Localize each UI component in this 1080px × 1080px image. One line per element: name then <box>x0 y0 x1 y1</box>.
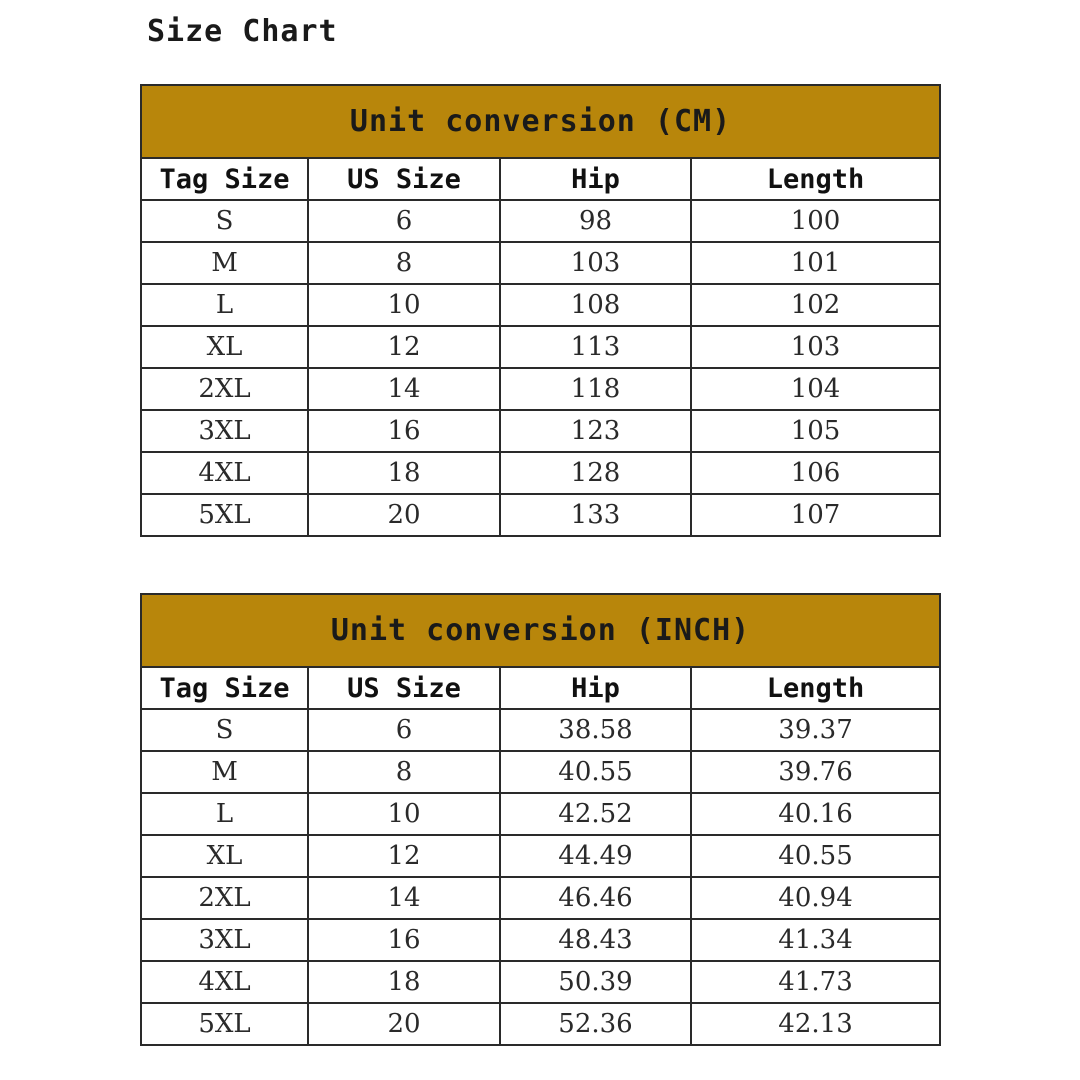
tag-size-cell: 5XL <box>141 494 308 536</box>
hip-cell: 50.39 <box>500 961 691 1003</box>
us-size-cell: 12 <box>308 835 500 877</box>
hip-cell: 46.46 <box>500 877 691 919</box>
table-row <box>141 494 940 536</box>
us-size-cell: 14 <box>308 368 500 410</box>
table-row <box>141 326 940 368</box>
hip-cell: 98 <box>500 200 691 242</box>
us-size-cell: 20 <box>308 1003 500 1045</box>
table-row <box>141 200 940 242</box>
tag-size-cell: 2XL <box>141 877 308 919</box>
length-cell: 40.55 <box>691 835 940 877</box>
hip-cell: 40.55 <box>500 751 691 793</box>
table-row <box>141 919 940 961</box>
tag-size-cell: L <box>141 284 308 326</box>
column-header-hip: Hip <box>500 158 691 200</box>
tag-size-cell: M <box>141 242 308 284</box>
length-cell: 106 <box>691 452 940 494</box>
table-row <box>141 242 940 284</box>
column-header-us-size: US Size <box>308 158 500 200</box>
hip-cell: 108 <box>500 284 691 326</box>
table-row <box>141 284 940 326</box>
length-cell: 39.76 <box>691 751 940 793</box>
tag-size-cell: 2XL <box>141 368 308 410</box>
table-row <box>141 961 940 1003</box>
length-cell: 40.94 <box>691 877 940 919</box>
us-size-cell: 16 <box>308 919 500 961</box>
column-header-tag-size: Tag Size <box>141 667 308 709</box>
inch-table-caption: Unit conversion (INCH) <box>141 594 940 667</box>
tag-size-cell: L <box>141 793 308 835</box>
cm-table-caption: Unit conversion (CM) <box>141 85 940 158</box>
column-header-length: Length <box>691 667 940 709</box>
hip-cell: 48.43 <box>500 919 691 961</box>
us-size-cell: 14 <box>308 877 500 919</box>
us-size-cell: 18 <box>308 961 500 1003</box>
tag-size-cell: 5XL <box>141 1003 308 1045</box>
column-header-us-size: US Size <box>308 667 500 709</box>
us-size-cell: 8 <box>308 242 500 284</box>
tag-size-cell: M <box>141 751 308 793</box>
us-size-cell: 20 <box>308 494 500 536</box>
tag-size-cell: XL <box>141 835 308 877</box>
table-row <box>141 410 940 452</box>
hip-cell: 42.52 <box>500 793 691 835</box>
us-size-cell: 10 <box>308 793 500 835</box>
column-header-tag-size: Tag Size <box>141 158 308 200</box>
table-row <box>141 793 940 835</box>
length-cell: 103 <box>691 326 940 368</box>
hip-cell: 113 <box>500 326 691 368</box>
us-size-cell: 6 <box>308 200 500 242</box>
hip-cell: 118 <box>500 368 691 410</box>
tag-size-cell: 3XL <box>141 410 308 452</box>
tag-size-cell: XL <box>141 326 308 368</box>
hip-cell: 123 <box>500 410 691 452</box>
table-row <box>141 751 940 793</box>
column-header-hip: Hip <box>500 667 691 709</box>
hip-cell: 133 <box>500 494 691 536</box>
length-cell: 104 <box>691 368 940 410</box>
table-row <box>141 877 940 919</box>
length-cell: 40.16 <box>691 793 940 835</box>
length-cell: 42.13 <box>691 1003 940 1045</box>
tag-size-cell: S <box>141 709 308 751</box>
length-cell: 102 <box>691 284 940 326</box>
us-size-cell: 18 <box>308 452 500 494</box>
length-cell: 100 <box>691 200 940 242</box>
table-row <box>141 1003 940 1045</box>
tag-size-cell: 3XL <box>141 919 308 961</box>
us-size-cell: 16 <box>308 410 500 452</box>
cm-table-body <box>141 200 940 536</box>
page-title: Size Chart <box>147 14 338 49</box>
table-row <box>141 368 940 410</box>
us-size-cell: 12 <box>308 326 500 368</box>
us-size-cell: 10 <box>308 284 500 326</box>
tag-size-cell: S <box>141 200 308 242</box>
length-cell: 39.37 <box>691 709 940 751</box>
table-row <box>141 835 940 877</box>
inch-table-body <box>141 709 940 1045</box>
hip-cell: 44.49 <box>500 835 691 877</box>
hip-cell: 52.36 <box>500 1003 691 1045</box>
tag-size-cell: 4XL <box>141 452 308 494</box>
table-row <box>141 452 940 494</box>
length-cell: 101 <box>691 242 940 284</box>
hip-cell: 103 <box>500 242 691 284</box>
tag-size-cell: 4XL <box>141 961 308 1003</box>
table-row <box>141 709 940 751</box>
hip-cell: 128 <box>500 452 691 494</box>
us-size-cell: 6 <box>308 709 500 751</box>
hip-cell: 38.58 <box>500 709 691 751</box>
column-header-length: Length <box>691 158 940 200</box>
us-size-cell: 8 <box>308 751 500 793</box>
length-cell: 107 <box>691 494 940 536</box>
inch-size-table <box>140 593 941 1046</box>
length-cell: 41.73 <box>691 961 940 1003</box>
length-cell: 105 <box>691 410 940 452</box>
cm-size-table <box>140 84 941 537</box>
length-cell: 41.34 <box>691 919 940 961</box>
